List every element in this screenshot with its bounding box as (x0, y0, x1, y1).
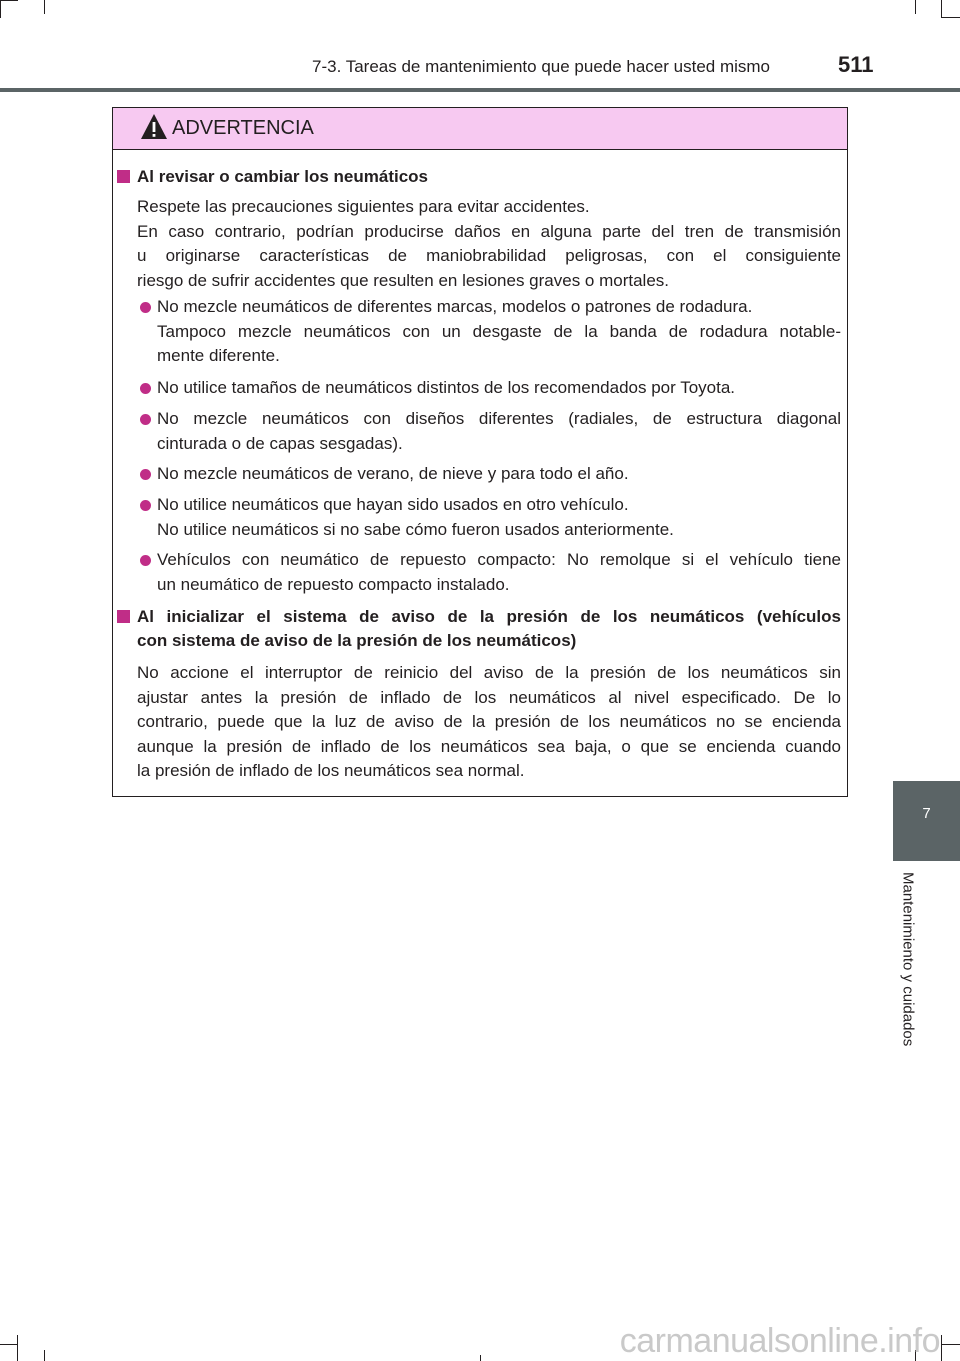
warning-box (112, 107, 848, 797)
bullet-item (157, 376, 841, 401)
bullet-item (157, 493, 841, 542)
paragraph-line: aunque la presión de inflado de los neumáticos sea baja, o que se encienda cuando (137, 736, 841, 756)
chapter-tab (893, 781, 960, 861)
crop-mark (0, 0, 18, 1)
bullet-line: No utilice neumáticos si no sabe cómo fueron usados anteriormente. (157, 519, 674, 539)
section-marker-icon (117, 610, 130, 623)
bullet-icon (140, 302, 151, 313)
bullet-line: Vehículos con neumático de repuesto compacto: No remolque si el vehículo tiene (157, 550, 841, 569)
bullet-item (157, 548, 841, 597)
heading-line: Al inicializar el sistema de aviso de la presión de los neumáticos (vehículos (137, 607, 841, 626)
bullet-icon (140, 414, 151, 425)
bullet-line: No mezcle neumáticos con diseños diferentes (radiales, de estructura diagonal (157, 409, 841, 428)
bullet-line: No mezcle neumáticos de verano, de nieve y para todo el año. (157, 464, 629, 483)
chapter-label (892, 872, 922, 1082)
crop-mark (44, 0, 45, 14)
bullet-item (157, 407, 841, 456)
warning-header (113, 108, 847, 150)
bullet-line: Tampoco mezcle neumáticos con un desgaste de la banda de rodadura notable- (157, 321, 841, 341)
page-number: 511 (838, 52, 874, 77)
bullet-line: mente diferente. (157, 346, 280, 365)
warning-title: ADVERTENCIA (172, 117, 314, 139)
crop-mark (17, 1335, 18, 1361)
header-rule (0, 88, 960, 92)
section-paragraph (137, 195, 841, 293)
section-paragraph (137, 661, 841, 784)
crop-mark (915, 0, 916, 14)
paragraph-line: u originarse características de maniobrabilidad peligrosas, con el consiguiente (137, 246, 841, 265)
crop-mark (941, 1335, 942, 1361)
paragraph-line: En caso contrario, podrían producirse daños en alguna parte del tren de transmisión (137, 221, 841, 241)
bullet-line: No utilice neumáticos que hayan sido usados en otro vehículo. (157, 495, 629, 514)
bullet-line: un neumático de repuesto compacto instalado. (157, 574, 510, 594)
crop-mark (0, 1344, 18, 1345)
bullet-item (157, 462, 841, 487)
paragraph-line: ajustar antes la presión de inflado de los neumáticos al nivel especificado. De lo (137, 687, 841, 707)
bullet-icon (140, 500, 151, 511)
crop-mark (44, 1350, 45, 1361)
bullet-icon (140, 469, 151, 480)
watermark: carmanualsonline.info (619, 1322, 940, 1360)
heading-line: con sistema de aviso de la presión de los neumáticos) (137, 631, 577, 650)
paragraph-line: contrario, puede que la luz de aviso de la presión de los neumáticos no se encienda (137, 712, 841, 731)
bullet-line: No mezcle neumáticos de diferentes marcas, modelos o patrones de rodadura. (157, 297, 753, 316)
section-marker-icon (117, 170, 130, 183)
paragraph-line: Respete las precauciones siguientes para evitar accidentes. (137, 197, 590, 216)
section-heading: Al revisar o cambiar los neumáticos (137, 167, 429, 186)
bullet-item (157, 295, 841, 369)
bullet-icon (140, 383, 151, 394)
crop-mark (941, 1344, 960, 1345)
crop-mark (0, 0, 1, 18)
bullet-icon (140, 555, 151, 566)
paragraph-line: riesgo de sufrir accidentes que resulten en lesiones graves o mortales. (137, 270, 670, 290)
bullet-line: No utilice tamaños de neumáticos distintos de los recomendados por Toyota. (157, 378, 736, 397)
crop-mark (480, 1355, 481, 1361)
chapter-label-text: Mantenimiento y cuidados (899, 872, 917, 1047)
paragraph-line: la presión de inflado de los neumáticos sea normal. (137, 761, 525, 780)
crop-mark (941, 0, 942, 18)
chapter-number: 7 (922, 805, 931, 822)
section-heading (137, 605, 841, 653)
paragraph-line: No accione el interruptor de reinicio del aviso de la presión de los neumáticos sin (137, 663, 841, 682)
section-title: 7-3. Tareas de mantenimiento que puede hacer usted mismo (312, 57, 771, 76)
crop-mark (941, 17, 960, 18)
warning-triangle-icon (140, 113, 168, 141)
bullet-line: cinturada o de capas sesgadas). (157, 433, 403, 453)
